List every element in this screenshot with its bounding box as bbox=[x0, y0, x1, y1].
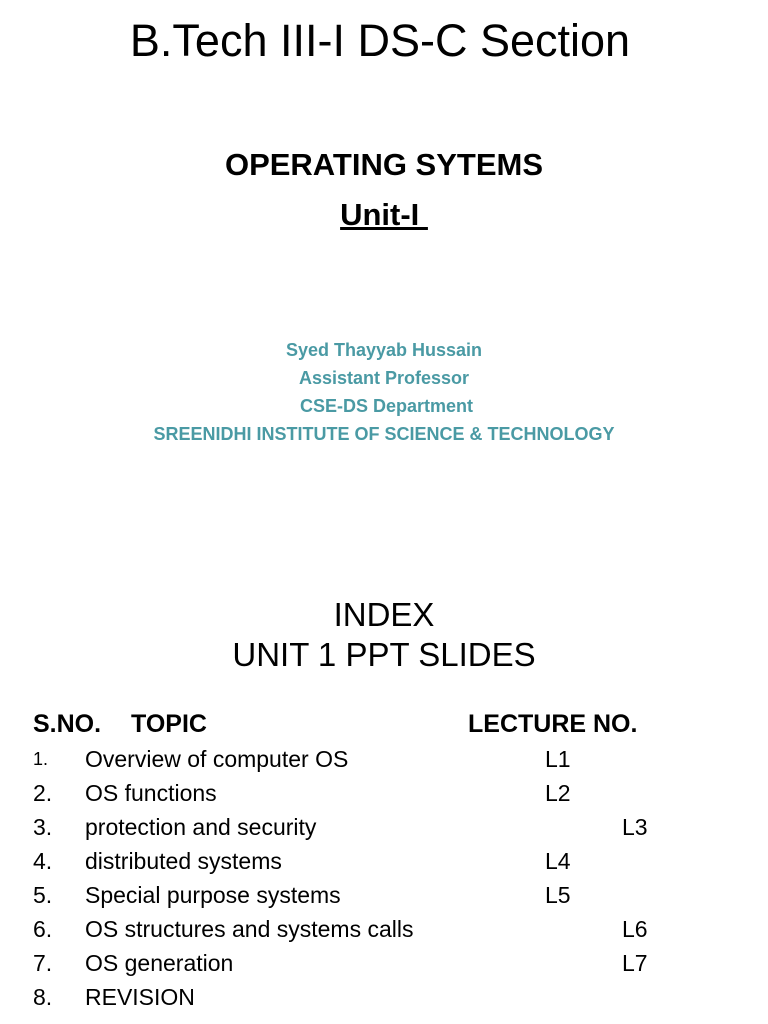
table-row bbox=[0, 878, 768, 912]
row-topic: REVISION bbox=[85, 984, 195, 1010]
row-lecture: L7 bbox=[622, 950, 648, 976]
row-topic: Special purpose systems bbox=[85, 882, 341, 908]
author-department: CSE-DS Department bbox=[294, 396, 474, 416]
table-row bbox=[0, 980, 768, 1014]
row-number: 1. bbox=[33, 749, 49, 769]
table-row bbox=[0, 912, 768, 946]
row-lecture: L2 bbox=[545, 780, 571, 806]
row-lecture: L3 bbox=[622, 814, 648, 840]
index-title: INDEX bbox=[333, 596, 435, 633]
table-row bbox=[0, 776, 768, 810]
row-topic: OS structures and systems calls bbox=[85, 916, 414, 942]
row-topic: OS functions bbox=[85, 780, 217, 806]
column-header-topic: TOPIC bbox=[131, 710, 207, 738]
row-number: 7. bbox=[33, 950, 53, 976]
index-subtitle: UNIT 1 PPT SLIDES bbox=[232, 636, 536, 673]
row-lecture: L5 bbox=[545, 882, 571, 908]
table-row bbox=[0, 742, 768, 776]
row-lecture: L1 bbox=[545, 746, 571, 772]
column-header-sno: S.NO. bbox=[33, 710, 102, 738]
row-lecture: L6 bbox=[622, 916, 648, 942]
course-unit: Unit-I bbox=[340, 197, 428, 232]
course-subject: OPERATING SYTEMS bbox=[224, 147, 544, 182]
page-title: B.Tech III-I DS-C Section bbox=[129, 15, 631, 66]
row-topic: OS generation bbox=[85, 950, 234, 976]
author-name: Syed Thayyab Hussain bbox=[285, 340, 483, 360]
row-number: 4. bbox=[33, 848, 53, 874]
row-number: 3. bbox=[33, 814, 53, 840]
row-number: 2. bbox=[33, 780, 53, 806]
column-header-lecture: LECTURE NO. bbox=[468, 710, 638, 738]
author-designation: Assistant Professor bbox=[298, 368, 470, 388]
row-number: 8. bbox=[33, 984, 53, 1010]
row-number: 6. bbox=[33, 916, 53, 942]
table-row bbox=[0, 946, 768, 980]
row-topic: distributed systems bbox=[85, 848, 282, 874]
author-institute: SREENIDHI INSTITUTE OF SCIENCE & TECHNOLOGY bbox=[153, 424, 615, 444]
table-row bbox=[0, 810, 768, 844]
row-topic: Overview of computer OS bbox=[85, 746, 349, 772]
row-number: 5. bbox=[33, 882, 53, 908]
row-topic: protection and security bbox=[85, 814, 317, 840]
table-row bbox=[0, 844, 768, 878]
row-lecture: L4 bbox=[545, 848, 571, 874]
author-block bbox=[0, 336, 768, 448]
